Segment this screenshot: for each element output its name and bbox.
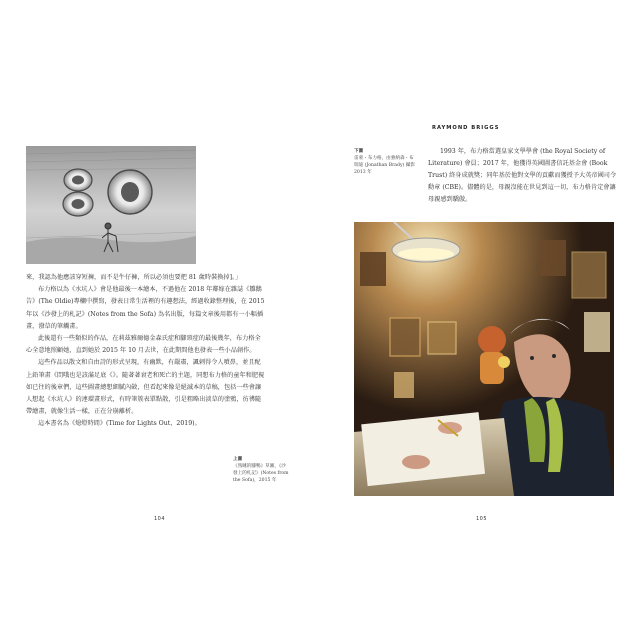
caption-label: 上圖 [233, 457, 243, 462]
paragraph: 這本書名為《熄燈時間》(Time for Lights Out，2019)。 [38, 420, 201, 428]
paragraph: 1993 年，布力格當選皇家文學學會 (the Royal Society of Literature) 會員；2017 年，他獲得英國圖書信託基金會 (Book Trust) 終身成就獎；同年基於他對文學的貢獻而獲授予大英帝國司令勳章 (CBE)。儘體的是，母親沒能在世見到這一切，布力格肯定會讓母親感到驕傲。 [428, 148, 617, 203]
caption-label: 下圖 [354, 149, 364, 154]
paragraph: 此後還有一些類似的作品，在莉茲雅爾德金森氏症和腳頸症的最後幾年，布力格全心全意地照顧她，直到她於 2015 年 10 月去世，在此期間他也發表一些小品創作。 [26, 335, 261, 355]
illustration-caption [233, 456, 289, 484]
paragraph: 這些作品以散文和自由詩的形式呈現，有幽默，有嚴肅，諷刺得令人噴鼻，並且配上鉛筆畫《問哦也是該滿足底《》。隨著著衰老和死亡的主題，同想布力格的童年和肥視如已往的後章們，這些圖畫總想細膩內斂，但看起來像是絕滅本的草稿，包括一些會讓人想起《水坑人》的連環畫形式，有時筆簇表單點散，引是粗略出淡草的塗鴉，彷彿隨帶繪畫，就像生活一樣，正在分崩離析。 [26, 359, 265, 416]
photo-caption [354, 148, 416, 176]
caption-text: 《熟睡的腳鴨》草圖，《沙發上的札記》(Notes from the Sofa)，2015 年 [233, 464, 289, 483]
paragraph: 布力格以為《水坑人》會是他最後一本繪本，不過他在 2018 年鄰嫁在雜誌《雛鵝告》(The Oldie)專欄中撰寫，發表日常生活裡的有趣想法，經過收錄整理後，在 2015 年以《沙發上的札記》(Notes from the Sofa) 為名出版，每篇文章後用都有一小幅插畫，潑草的筆觸畫。 [26, 286, 265, 330]
pencil-illustration [26, 146, 196, 264]
paragraph: 來，我認為他應該穿短褲，而不是牛仔褲，所以必須也要把 81 歲時裝換掉]。」 [26, 274, 242, 281]
caption-text: 雷蒙・布力格，由強納森・布瑞迪 (Jonathan Brady) 攝影 2013 年 [354, 156, 415, 175]
right-page [320, 0, 640, 640]
right-body-text [428, 146, 618, 206]
running-head: RAYMOND BRIGGS [432, 125, 500, 131]
page-number-right: 105 [476, 516, 488, 522]
page-number-left: 104 [154, 516, 166, 522]
left-body-text [26, 272, 266, 431]
artist-photo [354, 222, 614, 496]
